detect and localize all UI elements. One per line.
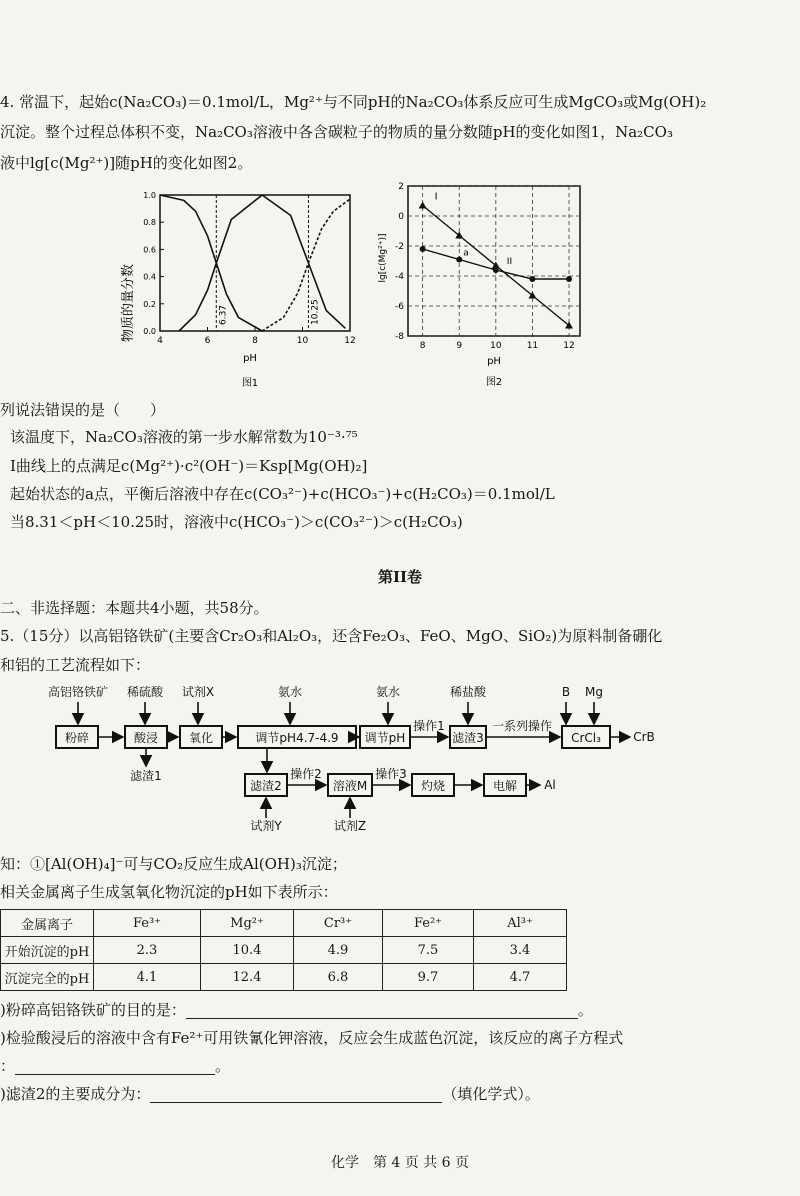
fig2-point [419,202,427,209]
fig1-ytick-label: 0.0 [143,327,156,336]
table-cell: Fe³⁺ [94,910,201,937]
fig2-ytick-label: -4 [395,272,404,282]
q15-sub2b [0,1056,230,1076]
q14-option-a: 该温度下，Na₂CO₃溶液的第一步水解常数为10⁻³·⁷⁵ [10,428,358,446]
fig2-point [566,276,572,282]
fig2-point-a-label: a [463,248,469,259]
fig1-xtick-label: 4 [157,336,163,346]
fig1-xtick-label: 6 [204,336,211,346]
fig2-ytick-label: 2 [398,182,404,192]
fig1-xtick-label: 12 [344,336,356,346]
fig2-curve1-label: I [434,191,438,203]
table-cell: Cr³⁺ [294,910,383,937]
product-al: Al [544,778,556,792]
residue-1-label: 滤渣1 [130,769,162,783]
fig2-point [529,276,535,282]
fig1-xtick-label: 10 [296,336,309,346]
table-cell: 9.7 [383,964,474,991]
fig1-caption: 图1 [241,378,259,389]
fig2-ytick-label: 0 [398,212,404,222]
table-cell: 金属离子 [1,910,94,937]
figure-1 [110,183,370,398]
fig1-xlabel: pH [243,353,257,364]
fig2-point [493,267,499,273]
q15-sub3-text: )滤渣2的主要成分为： [0,1085,151,1103]
product-crb: CrB [633,730,655,744]
q14-line3: 液中lg[c(Mg²⁺)]随pH的变化如图2。 [0,154,253,172]
table-header-row [1,910,567,937]
fig1-ytick-label: 0.4 [143,272,156,282]
part2-heading: 二、非选择题：本题共4小题，共58分。 [0,599,269,617]
input-reagent-z: 试剂Z [333,819,367,833]
table-cell: 10.4 [201,937,294,964]
q15-line2: 和铝的工艺流程如下： [0,656,151,674]
table-row [1,964,567,991]
input-ore: 高铝铬铁矿 [47,685,109,699]
fig2-curve2-label: II [506,257,513,267]
fig2-ytick-label: -2 [395,242,404,252]
answer-blank-2[interactable] [15,1060,215,1075]
table-cell: 4.1 [94,964,201,991]
fig1-vline-label: 6.37 [218,304,229,325]
table-cell: 4.9 [294,937,383,964]
precipitation-ph-table [0,909,567,991]
figure-2 [370,178,590,398]
box-residue-2: 滤渣2 [250,779,282,793]
end-mark: 。 [577,1001,593,1019]
box-adjust-ph-2: 调节pH [364,731,406,745]
fig2-point [456,257,462,263]
input-mg: Mg [585,685,603,699]
input-reagent-y: 试剂Y [250,819,282,833]
box-adjust-ph-1: 调节pH4.7-4.9 [255,731,339,745]
fig2-xtick-label: 11 [526,341,539,351]
fig1-series-1 [160,195,262,331]
input-dilute-sulfuric: 稀硫酸 [126,685,164,699]
input-b: B [561,685,571,699]
op1-label: 操作1 [413,719,445,733]
op3-label: 操作3 [375,767,407,781]
box-crush: 粉碎 [64,731,90,745]
fig1-frame [160,195,350,331]
fig2-ytick-label: -6 [395,302,404,312]
q14-option-d: 当8.31＜pH＜10.25时，溶液中c(HCO₃⁻)＞c(CO₃²⁻)＞c(H₂CO₃) [10,513,463,531]
q15-sub1-text: )粉碎高铝铬铁矿的目的是： [0,1001,186,1019]
table-cell: Al³⁺ [474,910,567,937]
fig1-series-3 [262,199,350,331]
table-cell: Mg²⁺ [201,910,294,937]
page-footer: 化学 第 4 页 共 6 页 [330,1155,470,1171]
table-cell: 开始沉淀的pH [1,937,94,964]
end-mark: 。 [215,1057,231,1075]
known-1: 知：①[Al(OH)₄]⁻可与CO₂反应生成Al(OH)₃沉淀； [0,855,347,873]
box-acid-leach: 酸浸 [133,731,159,745]
series-op-label: 一系列操作 [491,719,553,733]
fig2-xtick-label: 9 [456,341,463,351]
box-electrolysis: 电解 [492,779,518,793]
box-solution-m: 溶液M [332,779,368,793]
process-flow-diagram [0,682,800,842]
q14-option-b: I曲线上的点满足c(Mg²⁺)·c²(OH⁻)＝Ksp[Mg(OH)₂] [10,457,368,475]
fig2-xtick-label: 12 [563,341,575,351]
fig1-ylabel: 物质的量分数 [121,263,136,343]
fig2-xtick-label: 10 [490,341,502,351]
q14-line2: 沉淀。整个过程总体积不变，Na₂CO₃溶液中各含碳粒子的物质的量分数随pH的变化如图1，Na₂CO₃ [0,123,673,141]
fig1-ytick-label: 0.2 [143,299,156,309]
table-cell: 4.7 [474,964,567,991]
table-cell: 2.3 [94,937,201,964]
fig1-xtick-label: 8 [252,336,258,346]
q15-line1: 5.（15分）以高铝铬铁矿(主要含Cr₂O₃和Al₂O₃，还含Fe₂O₃、FeO、MgO、SiO₂)为原料制备硼化 [0,627,663,645]
fig2-caption: 图2 [485,377,503,388]
fig1-ytick-label: 0.8 [143,218,156,228]
table-cell: 3.4 [474,937,567,964]
q15-sub2b-text: ： [0,1057,16,1075]
q15-sub3 [0,1084,540,1104]
op2-label: 操作2 [290,767,322,781]
input-reagent-x: 试剂X [181,685,215,699]
q15-sub3-hint: （填化学式）。 [442,1085,540,1103]
answer-blank-1[interactable] [186,1004,578,1019]
table-cell: 沉淀完全的pH [1,964,94,991]
q15-sub1 [0,1000,593,1020]
known-2: 相关金属离子生成氢氧化物沉淀的pH如下表所示： [0,883,338,901]
table-cell: 7.5 [383,937,474,964]
fig1-vline-label: 10.25 [310,299,321,325]
fig2-xlabel: pH [487,356,501,367]
input-ammonia-1: 氨水 [277,685,303,699]
section-title: 第II卷 [377,568,423,586]
fig2-xtick-label: 8 [419,341,426,351]
q14-option-c: 起始状态的a点，平衡后溶液中存在c(CO₃²⁻)+c(HCO₃⁻)+c(H₂CO₃)＝0.1mol/L [10,485,555,503]
q15-sub2a: )检验酸浸后的溶液中含有Fe²⁺可用铁氰化钾溶液，反应会生成蓝色沉淀，该反应的离子方程式 [0,1029,624,1047]
input-dilute-hcl: 稀盐酸 [449,685,487,699]
q14-line1: 4. 常温下，起始c(Na₂CO₃)＝0.1mol/L，Mg²⁺与不同pH的Na₂CO₃体系反应可生成MgCO₃或Mg(OH)₂ [0,93,707,111]
fig2-ytick-label: -8 [395,332,404,342]
table-cell: 6.8 [294,964,383,991]
fig1-ytick-label: 0.6 [143,245,156,255]
box-calcine: 灼烧 [420,779,446,793]
q14-question: 列说法错误的是（ ） [0,401,166,419]
box-oxidize: 氧化 [188,731,214,745]
input-ammonia-2: 氨水 [375,685,401,699]
box-crcl3: CrCl₃ [571,731,601,745]
fig2-point [420,246,426,252]
fig2-ylabel: lg[c(Mg²⁺)] [378,233,388,283]
table-row [1,937,567,964]
answer-blank-3[interactable] [150,1088,442,1103]
box-residue-3: 滤渣3 [452,731,484,745]
fig1-ytick-label: 1.0 [143,191,156,200]
table-cell: 12.4 [201,964,294,991]
table-cell: Fe²⁺ [383,910,474,937]
